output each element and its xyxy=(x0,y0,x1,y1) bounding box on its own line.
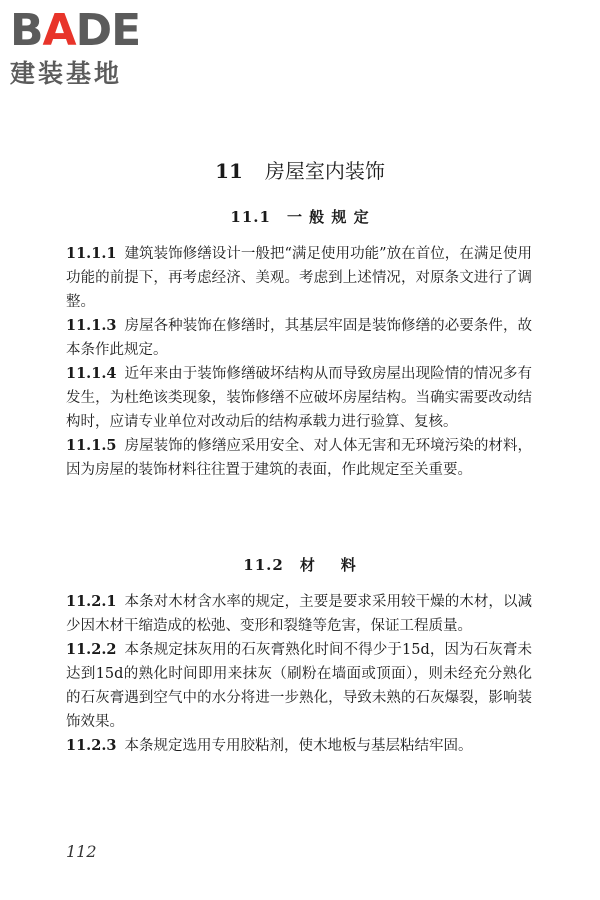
clause-text: 建筑装饰修缮设计一般把“满足使用功能”放在首位，在满足使用功能的前提下，再考虑经济、美观。考虑到上述情况，对原条文进行了调整。 xyxy=(66,246,532,310)
clause-text: 房屋装饰的修缮应采用安全、对人体无害和无环境污染的材料，因为房屋的装饰材料往往置于建筑的表面，作此规定至关重要。 xyxy=(66,438,532,478)
logo-letters-de: DE xyxy=(75,5,141,56)
logo-letter-a-accent: A xyxy=(42,5,76,56)
clause-number: 11.1.1 xyxy=(66,245,117,262)
section-body-11-1 xyxy=(66,242,532,482)
section-number: 11.2 xyxy=(243,556,284,574)
clause-number: 11.2.3 xyxy=(66,737,117,754)
clause-11-2-3 xyxy=(66,734,532,758)
section-title-11-2 xyxy=(0,554,600,576)
chapter-title-text: 房屋室内装饰 xyxy=(264,159,385,183)
clause-text: 本条对木材含水率的规定，主要是要求采用较干燥的木材，以减少因木材干缩造成的松弛、变形和裂缝等危害，保证工程质量。 xyxy=(66,594,532,634)
clause-11-1-3 xyxy=(66,314,532,362)
page-number: 112 xyxy=(66,842,97,861)
section-title-text: 一 般 规 定 xyxy=(286,208,370,226)
clause-number: 11.2.2 xyxy=(66,641,117,658)
logo-wordmark xyxy=(10,6,140,56)
section-body-11-2 xyxy=(66,590,532,758)
clause-text: 本条规定抹灰用的石灰膏熟化时间不得少于15d，因为石灰膏未达到15d的熟化时间即用来抹灰（刷粉在墙面或顶面），则未经充分熟化的石灰膏遇到空气中的水分将进一步熟化，导致未熟的石灰爆裂，影响装饰效果。 xyxy=(66,642,532,730)
logo-chinese-name: 建装基地 xyxy=(10,59,123,88)
publisher-logo xyxy=(10,6,180,88)
clause-11-2-1 xyxy=(66,590,532,638)
clause-11-1-1 xyxy=(66,242,532,314)
chapter-title xyxy=(0,156,600,186)
clause-number: 11.2.1 xyxy=(66,593,117,610)
clause-text: 本条规定选用专用胶粘剂，使木地板与基层粘结牢固。 xyxy=(124,738,473,754)
clause-11-2-2 xyxy=(66,638,532,734)
section-title-11-1 xyxy=(0,206,600,228)
logo-letters-b: B xyxy=(10,5,43,56)
section-title-text: 材 料 xyxy=(299,556,357,574)
clause-number: 11.1.5 xyxy=(66,437,117,454)
clause-text: 近年来由于装饰修缮破坏结构从而导致房屋出现险情的情况多有发生，为杜绝该类现象，装饰修缮不应破坏房屋结构。当确实需要改动结构时，应请专业单位对改动后的结构承载力进行验算、复核。 xyxy=(66,366,532,430)
section-number: 11.1 xyxy=(230,208,271,226)
clause-11-1-4 xyxy=(66,362,532,434)
clause-text: 房屋各种装饰在修缮时，其基层牢固是装饰修缮的必要条件，故本条作此规定。 xyxy=(66,318,532,358)
chapter-number: 11 xyxy=(215,159,243,183)
clause-number: 11.1.4 xyxy=(66,365,117,382)
clause-number: 11.1.3 xyxy=(66,317,117,334)
clause-11-1-5 xyxy=(66,434,532,482)
